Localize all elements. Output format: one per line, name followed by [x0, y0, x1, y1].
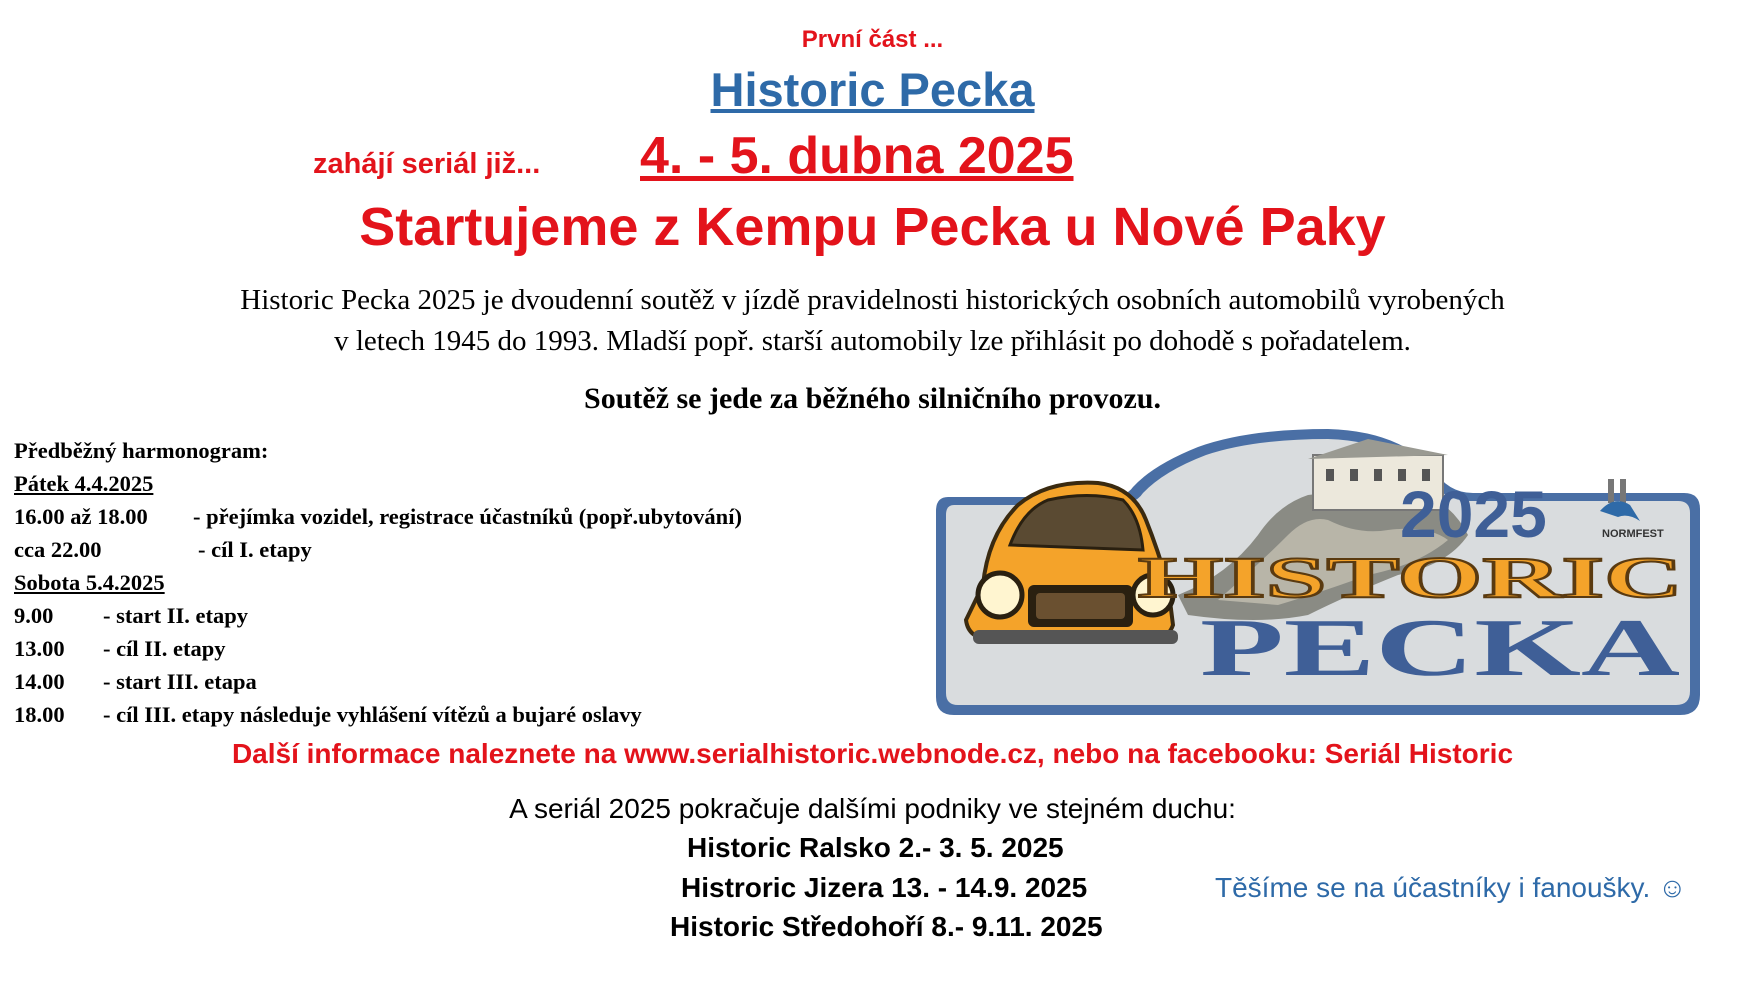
schedule-activity: - start III. etapa — [103, 669, 257, 694]
schedule-row — [14, 636, 914, 666]
start-location-heading: Startujeme z Kempu Pecka u Nové Paky — [359, 197, 1386, 257]
logo-year: 2025 — [1400, 477, 1547, 551]
schedule-activity: - cíl III. etapy následuje vyhlášení vítězů a bujaré oslavy — [103, 702, 642, 727]
logo-word-historic: HISTORIC — [1138, 545, 1683, 610]
event-dates: 4. - 5. dubna 2025 — [640, 127, 1074, 185]
schedule-title: Předběžný harmonogram: — [14, 438, 269, 463]
schedule-time: 18.00 — [14, 702, 65, 727]
schedule-time: 9.00 — [14, 603, 54, 628]
series-event: Historic Středohoří 8.- 9.11. 2025 — [670, 911, 1103, 942]
greeting-text: Těšíme se na účastníky i fanoušky. ☺ — [1215, 872, 1687, 903]
historic-pecka-logo — [928, 425, 1708, 725]
schedule-row — [14, 504, 914, 534]
schedule-row — [14, 669, 914, 699]
traffic-note: Soutěž se jede za běžného silničního provozu. — [584, 382, 1161, 415]
schedule-row — [14, 603, 914, 633]
schedule-activity: - cíl I. etapy — [198, 537, 312, 562]
schedule-activity: - přejímka vozidel, registrace účastníků (popř.ubytování) — [193, 504, 742, 529]
series-event: Historic Ralsko 2.- 3. 5. 2025 — [687, 832, 1064, 863]
sponsor-label: NORMFEST — [1602, 528, 1664, 540]
description-line-1: Historic Pecka 2025 je dvoudenní soutěž v jízdě pravidelnosti historických osobních automobilů vyrobených — [240, 284, 1505, 316]
description-line-2: v letech 1945 do 1993. Mladší popř. starší automobily lze přihlásit po dohodě s pořadatelem. — [334, 325, 1411, 357]
schedule-activity: - start II. etapy — [103, 603, 248, 628]
more-info-line: Další informace naleznete na www.serialhistoric.webnode.cz, nebo na facebooku: Seriál Historic — [231, 738, 1514, 769]
schedule-row — [14, 702, 914, 732]
schedule-time: 14.00 — [14, 669, 65, 694]
intro-lead: zahájí seriál již... — [313, 148, 541, 180]
logo-word-pecka: PECKA — [1200, 602, 1680, 693]
series-event: Histroric Jizera 13. - 14.9. 2025 — [681, 872, 1088, 903]
schedule-activity: - cíl II. etapy — [103, 636, 226, 661]
series-intro: A seriál 2025 pokračuje dalšími podniky ve stejném duchu: — [509, 793, 1236, 824]
first-part-label: První část ... — [801, 26, 944, 53]
schedule-time: 16.00 až 18.00 — [14, 504, 148, 529]
schedule-row — [14, 537, 914, 567]
schedule-time: 13.00 — [14, 636, 65, 661]
schedule-day-friday: Pátek 4.4.2025 — [14, 471, 154, 496]
event-title: Historic Pecka — [710, 63, 1035, 116]
schedule-day-saturday: Sobota 5.4.2025 — [14, 570, 165, 595]
schedule-time: cca 22.00 — [14, 537, 102, 562]
